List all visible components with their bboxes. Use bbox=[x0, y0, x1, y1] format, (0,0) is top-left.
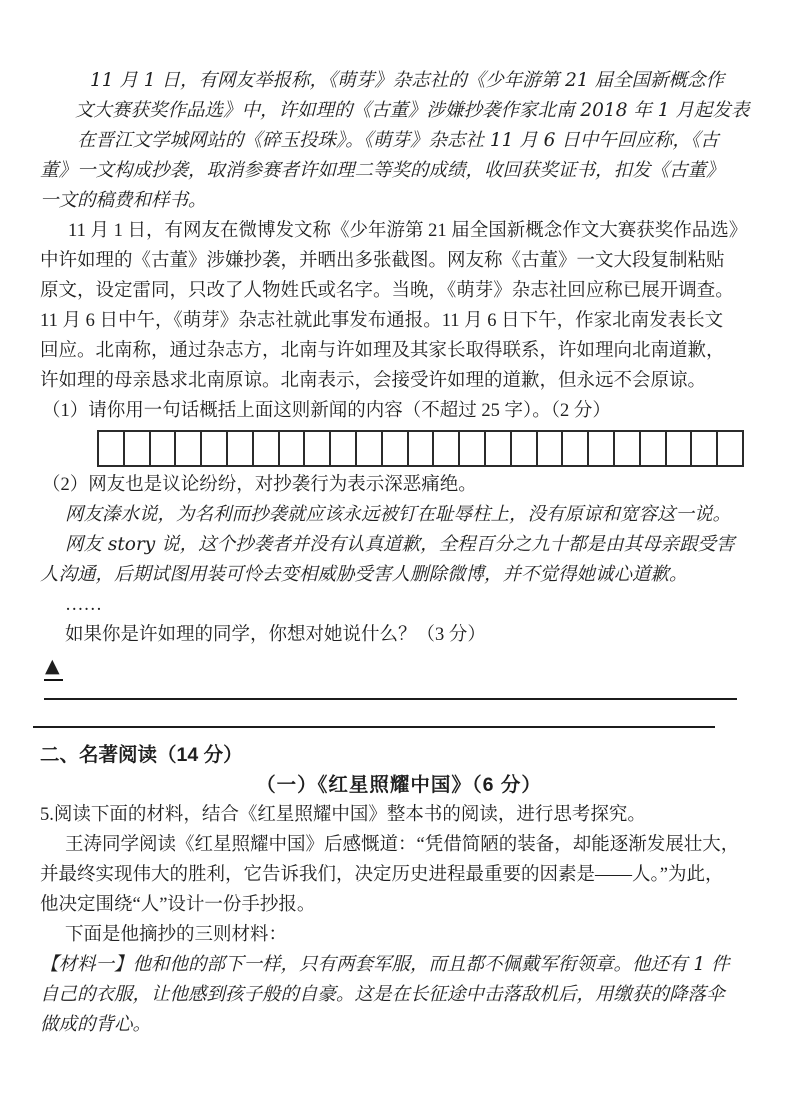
netizen-comment-2-line: 人沟通，后期试图用装可怜去变相威胁受害人删除微博，并不觉得她诚心道歉。 bbox=[40, 564, 688, 585]
answer-grid-cell bbox=[305, 432, 331, 465]
answer-grid-cell bbox=[125, 432, 151, 465]
news-excerpt-1-line: 11 月 1 日，有网友举报称，《萌芽》杂志社的《少年游第 21 届全国新概念作 bbox=[90, 70, 725, 91]
answer-grid-cell bbox=[667, 432, 693, 465]
netizen-comment-1 bbox=[40, 500, 758, 530]
answer-grid-cell bbox=[228, 432, 254, 465]
netizen-comment-1-line: 网友溱水说，为名利而抄袭就应该永远被钉在耻辱柱上，没有原谅和宽容这一说。 bbox=[65, 504, 732, 525]
news-excerpt-2-line: 11 月 1 日，有网友在微博发文称《少年游第 21 届全国新概念作文大赛获奖作品选》 bbox=[68, 221, 748, 241]
question-5-intro: 5.阅读下面的材料，结合《红星照耀中国》整本书的阅读，进行思考探究。 bbox=[40, 805, 646, 825]
news-excerpt-2-line: 11 月 6 日中午，《萌芽》杂志社就此事发布通报。11 月 6 日下午，作家北南发表长文 bbox=[40, 311, 724, 331]
section-divider-line-2 bbox=[33, 726, 715, 728]
news-excerpt-1-line: 在晋江文学城网站的《碎玉投珠》。《萌芽》杂志社 11 月 6 日中午回应称，《古 bbox=[77, 130, 719, 151]
material-1-line: 做成的背心。 bbox=[40, 1014, 152, 1035]
answer-grid-cell bbox=[409, 432, 435, 465]
answer-grid-cell bbox=[99, 432, 125, 465]
answer-placeholder-triangle: ▲ bbox=[44, 654, 63, 681]
answer-grid-cell bbox=[280, 432, 306, 465]
material-1-line: 【材料一】他和他的部下一样，只有两套军服，而且都不佩戴军衔领章。他还有 1 件 bbox=[40, 954, 730, 975]
section-2-heading: 二、名著阅读（14 分） bbox=[40, 744, 243, 766]
news-excerpt-2-line: 中许如理的《古董》涉嫌抄袭，并晒出多张截图。网友称《古董》一文大段复制粘贴 bbox=[40, 251, 725, 271]
material-1 bbox=[40, 950, 758, 1040]
answer-grid-cell bbox=[563, 432, 589, 465]
answer-grid-cell bbox=[538, 432, 564, 465]
wangtao-paragraph-line: 并最终实现伟大的胜利，它告诉我们，决定历史进程最重要的因素是——人。”为此， bbox=[40, 865, 724, 885]
answer-grid-cell bbox=[151, 432, 177, 465]
answer-grid-cell bbox=[460, 432, 486, 465]
ellipsis-marker: …… bbox=[65, 595, 102, 615]
answer-grid-cell bbox=[331, 432, 357, 465]
answer-grid-cell bbox=[176, 432, 202, 465]
netizen-comment-2-line: 网友 story 说，这个抄袭者并没有认真道歉，全程百分之九十都是由其母亲跟受害 bbox=[65, 534, 735, 555]
news-excerpt-2-line: 许如理的母亲恳求北南原谅。北南表示，会接受许如理的道歉，但永远不会原谅。 bbox=[40, 371, 707, 391]
answer-grid-cell bbox=[692, 432, 718, 465]
wangtao-paragraph-line: 他决定围绕“人”设计一份手抄报。 bbox=[40, 895, 316, 915]
section-divider-line-1 bbox=[44, 698, 737, 700]
answer-grid-cell bbox=[589, 432, 615, 465]
answer-grid-cell bbox=[718, 432, 742, 465]
question-1-text: （1）请你用一句话概括上面这则新闻的内容（不超过 25 字）。（2 分） bbox=[42, 401, 611, 421]
answer-grid bbox=[97, 430, 744, 467]
news-excerpt-2-line: 回应。北南称，通过杂志方，北南与许如理及其家长取得联系，许如理向北南道歉， bbox=[40, 341, 725, 361]
answer-grid-cell bbox=[434, 432, 460, 465]
answer-grid-cell bbox=[512, 432, 538, 465]
news-excerpt-1-line: 文大赛获奖作品选》中，许如理的《古董》涉嫌抄袭作家北南 2018 年 1 月起发表 bbox=[75, 100, 750, 121]
news-excerpt-1 bbox=[40, 66, 758, 216]
news-excerpt-2 bbox=[40, 216, 758, 396]
answer-grid-cell bbox=[615, 432, 641, 465]
question-2-text: （2）网友也是议论纷纷，对抄袭行为表示深恶痛绝。 bbox=[42, 475, 477, 495]
answer-grid-cell bbox=[486, 432, 512, 465]
answer-grid-cell bbox=[383, 432, 409, 465]
materials-intro: 下面是他摘抄的三则材料： bbox=[65, 925, 288, 945]
question-3-text: 如果你是许如理的同学，你想对她说什么？（3 分） bbox=[65, 625, 486, 645]
material-1-line: 自己的衣服，让他感到孩子般的自豪。这是在长征途中击落敌机后，用缴获的降落伞 bbox=[40, 984, 725, 1005]
news-excerpt-2-line: 原文，设定雷同，只改了人物姓氏或名字。当晚，《萌芽》杂志社回应称已展开调查。 bbox=[40, 281, 734, 301]
section-2-subheading: （一）《红星照耀中国》（6 分） bbox=[256, 774, 542, 796]
answer-marker-row bbox=[40, 652, 758, 682]
news-excerpt-1-line: 董》一文构成抄袭，取消参赛者许如理二等奖的成绩，收回获奖证书，扣发《古董》 bbox=[40, 160, 725, 181]
netizen-comment-2 bbox=[40, 530, 758, 590]
answer-grid-cell bbox=[202, 432, 228, 465]
wangtao-paragraph bbox=[40, 830, 758, 920]
answer-grid-cell bbox=[254, 432, 280, 465]
news-excerpt-1-line: 一文的稿费和样书。 bbox=[40, 190, 207, 211]
answer-grid-cell bbox=[641, 432, 667, 465]
answer-grid-cell bbox=[357, 432, 383, 465]
wangtao-paragraph-line: 王涛同学阅读《红星照耀中国》后感慨道：“凭借简陋的装备，却能逐渐发展壮大， bbox=[65, 835, 740, 855]
